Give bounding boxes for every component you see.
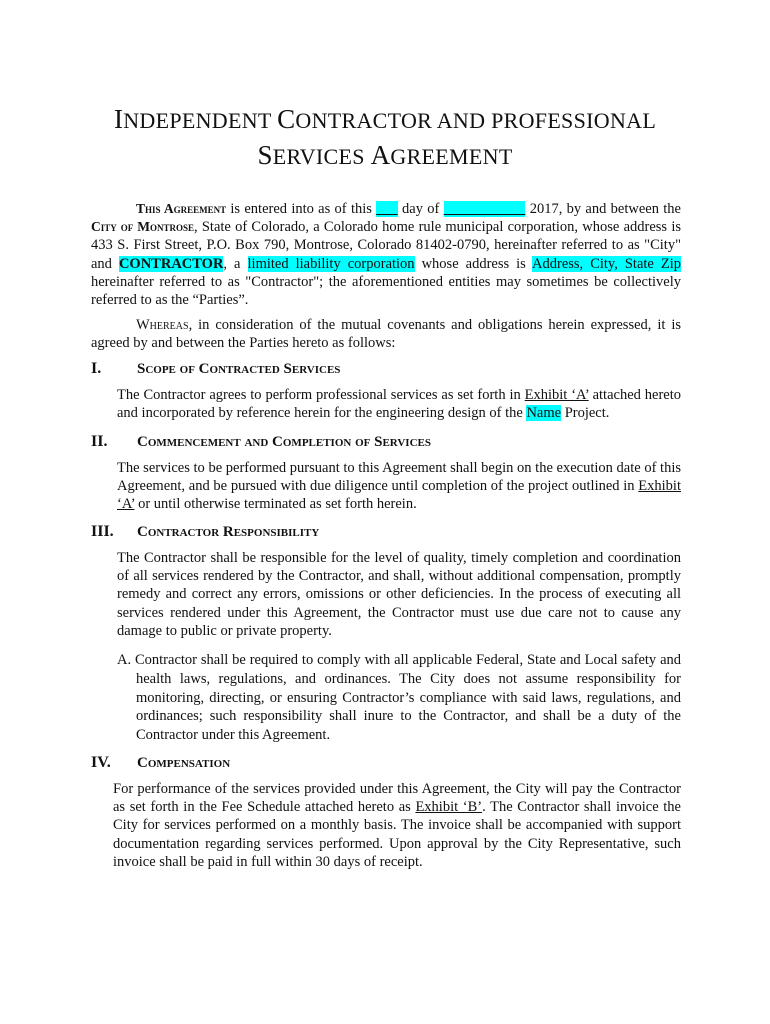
document-title-line-1: INDEPENDENT CONTRACTOR AND PROFESSIONAL: [113, 104, 657, 134]
section-3-body: The Contractor shall be responsible for the level of quality, timely completion and coordination of all services rendered by the Contractor, and shall, without additional compensation, promptly remedy and correct any errors, omissions or other deficiencies. In the process of executing all services rendered under this Agreement, the Contractor must use due care not to cause any damage to public or private property.: [117, 550, 681, 639]
section-1-body: The Contractor agrees to perform professional services as set forth in Exhibit ‘A’ attached hereto and incorporated by reference herein for the engineering design of the Name Project.: [117, 387, 682, 422]
section-2-heading: II. Commencement and Completion of Services: [91, 433, 431, 450]
city-name: City of Montrose: [91, 219, 194, 235]
intro-paragraph: This Agreement is entered into as of this day of 2017, by and between the City of Montrose, State of Colorado, a Colorado home rule municipal corporation, whose address is 433 S. First Street, P.O. Box 790, Montrose, Colorado 81402-0790, hereinafter referred to as "City" and CONTRACTOR, a limited liability corporation whose address is Address, City, State Zip hereinafter referred to as "Contractor"; the aforementioned entities may sometimes be collectively referred to as the “Parties”.: [91, 201, 682, 309]
address-field[interactable]: Address, City, State Zip: [532, 255, 682, 272]
month-blank-field[interactable]: [444, 201, 526, 217]
section-1-heading: I. Scope of Contracted Services: [91, 360, 341, 377]
this-agreement-lead: This Agreement: [136, 201, 227, 216]
project-name-field[interactable]: Name: [526, 405, 562, 422]
section-3-heading: III. Contractor Responsibility: [91, 523, 320, 540]
contractor-field[interactable]: CONTRACTOR: [118, 255, 224, 272]
document-title-line-2: SERVICES AGREEMENT: [257, 140, 513, 170]
section-3-item-a: A. Contractor shall be required to comply with all applicable Federal, State and Local safety and health laws, regulations, and ordinances. The City does not assume responsibility for monitoring, directing, or ensuring Contractor’s compliance with said laws, regulations, and ordinances; such responsibility shall inure to the Contractor, and shall be a duty of the Contractor under this Agreement.: [117, 652, 681, 744]
exhibit-a-link: Exhibit ‘A’: [524, 387, 589, 403]
section-2-body: The services to be performed pursuant to this Agreement shall begin on the execution date of this Agreement, and be pursued with due diligence until completion of the project outlined in Exhibit ‘A’ or until otherwise terminated as set forth herein.: [117, 460, 681, 513]
entity-type-field[interactable]: limited liability corporation: [247, 255, 415, 272]
whereas-paragraph: Whereas, in consideration of the mutual covenants and obligations herein expressed, it is agreed by and between the Parties hereto as follows:: [91, 317, 681, 352]
section-4-body: For performance of the services provided under this Agreement, the City will pay the Contractor as set forth in the Fee Schedule attached hereto as Exhibit ‘B’. The Contractor shall invoice the City for services performed on a monthly basis. The invoice shall be accompanied with support documentation regarding services performed. Upon approval by the City Representative, such invoice shall be paid in full within 30 days of receipt.: [113, 781, 681, 870]
day-blank-field[interactable]: [376, 201, 398, 217]
section-4-heading: IV. Compensation: [91, 754, 231, 771]
